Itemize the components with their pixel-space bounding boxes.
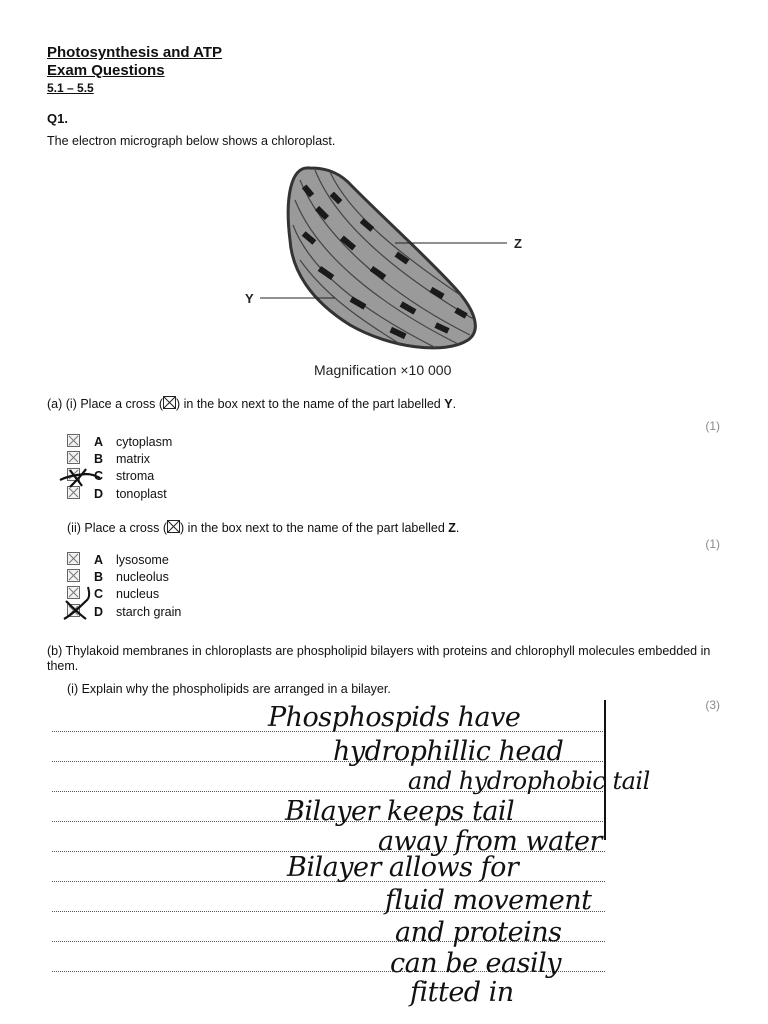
question-intro: The electron micrograph below shows a chloroplast. [47,134,336,148]
option-d-starch-grain[interactable]: D starch grain [67,604,181,621]
label-z: Z [514,236,522,251]
handwritten-cross-c [56,466,106,490]
doc-title-line1: Photosynthesis and ATP [47,44,223,61]
handwritten-line-9: can be easily [390,948,561,979]
checkbox[interactable] [67,451,80,464]
part-a-ii-instruction [67,520,459,536]
option-b-nucleolus[interactable]: B nucleolus [67,569,169,586]
handwritten-line-6: Bilayer allows for [287,852,519,883]
handwritten-line-8: and proteins [395,917,562,948]
checkbox[interactable] [67,569,80,582]
handwritten-line-1: Phosphospids have [268,702,521,733]
doc-title-line2: Exam Questions [47,62,165,79]
part-a-ii-label: Z [448,521,456,535]
cross-box-icon [167,520,180,533]
part-a-i-instruction [47,396,456,412]
handwritten-line-3: and hydrophobic tail [408,767,650,795]
handwritten-line-7: fluid movement [385,885,592,916]
handwritten-line-5: away from water [378,826,602,857]
option-c-stroma[interactable]: C stroma [67,468,154,485]
part-a-ii-end: . [455,521,460,535]
option-a-cytoplasm[interactable]: A cytoplasm [67,434,172,451]
spec-reference: 5.1 – 5.5 [47,81,94,95]
handwritten-line-10: fitted in [410,977,514,1008]
part-b-i-marks: (3) [705,698,720,712]
part-a-i-prefix: (a) (i) Place a cross ( [47,397,163,411]
chloroplast-outline [288,168,475,348]
cross-box-icon [163,396,176,409]
part-a-i-end: . [452,397,457,411]
checkbox[interactable] [67,552,80,565]
part-a-i-suffix: ) in the box next to the name of the part labelled [176,397,445,411]
figure-caption: Magnification ×10 000 [314,362,452,378]
option-c-nucleus[interactable]: C nucleus [67,586,159,603]
question-number: Q1. [47,111,68,126]
option-d-tonoplast[interactable]: D tonoplast [67,486,167,503]
part-a-ii-suffix: ) in the box next to the name of the part labelled [180,521,449,535]
handwritten-line-4: Bilayer keeps tail [285,796,515,827]
option-a-lysosome[interactable]: A lysosome [67,552,169,569]
part-a-ii-marks: (1) [705,537,720,551]
handwritten-cross-d [58,583,102,623]
part-b-i-question: (i) Explain why the phospholipids are arranged in a bilayer. [67,682,391,696]
part-a-i-marks: (1) [705,419,720,433]
chloroplast-micrograph [230,160,550,390]
handwritten-line-2: hydrophillic head [333,736,564,767]
checkbox[interactable] [67,434,80,447]
option-b-matrix[interactable]: B matrix [67,451,150,468]
part-b-stem: (b) Thylakoid membranes in chloroplasts are phospholipid bilayers with proteins and chlorophyll molecules embedded in them. [47,644,711,673]
part-a-ii-prefix: (ii) Place a cross ( [67,521,168,535]
label-y: Y [245,291,254,306]
part-a-i-label: Y [444,397,453,411]
